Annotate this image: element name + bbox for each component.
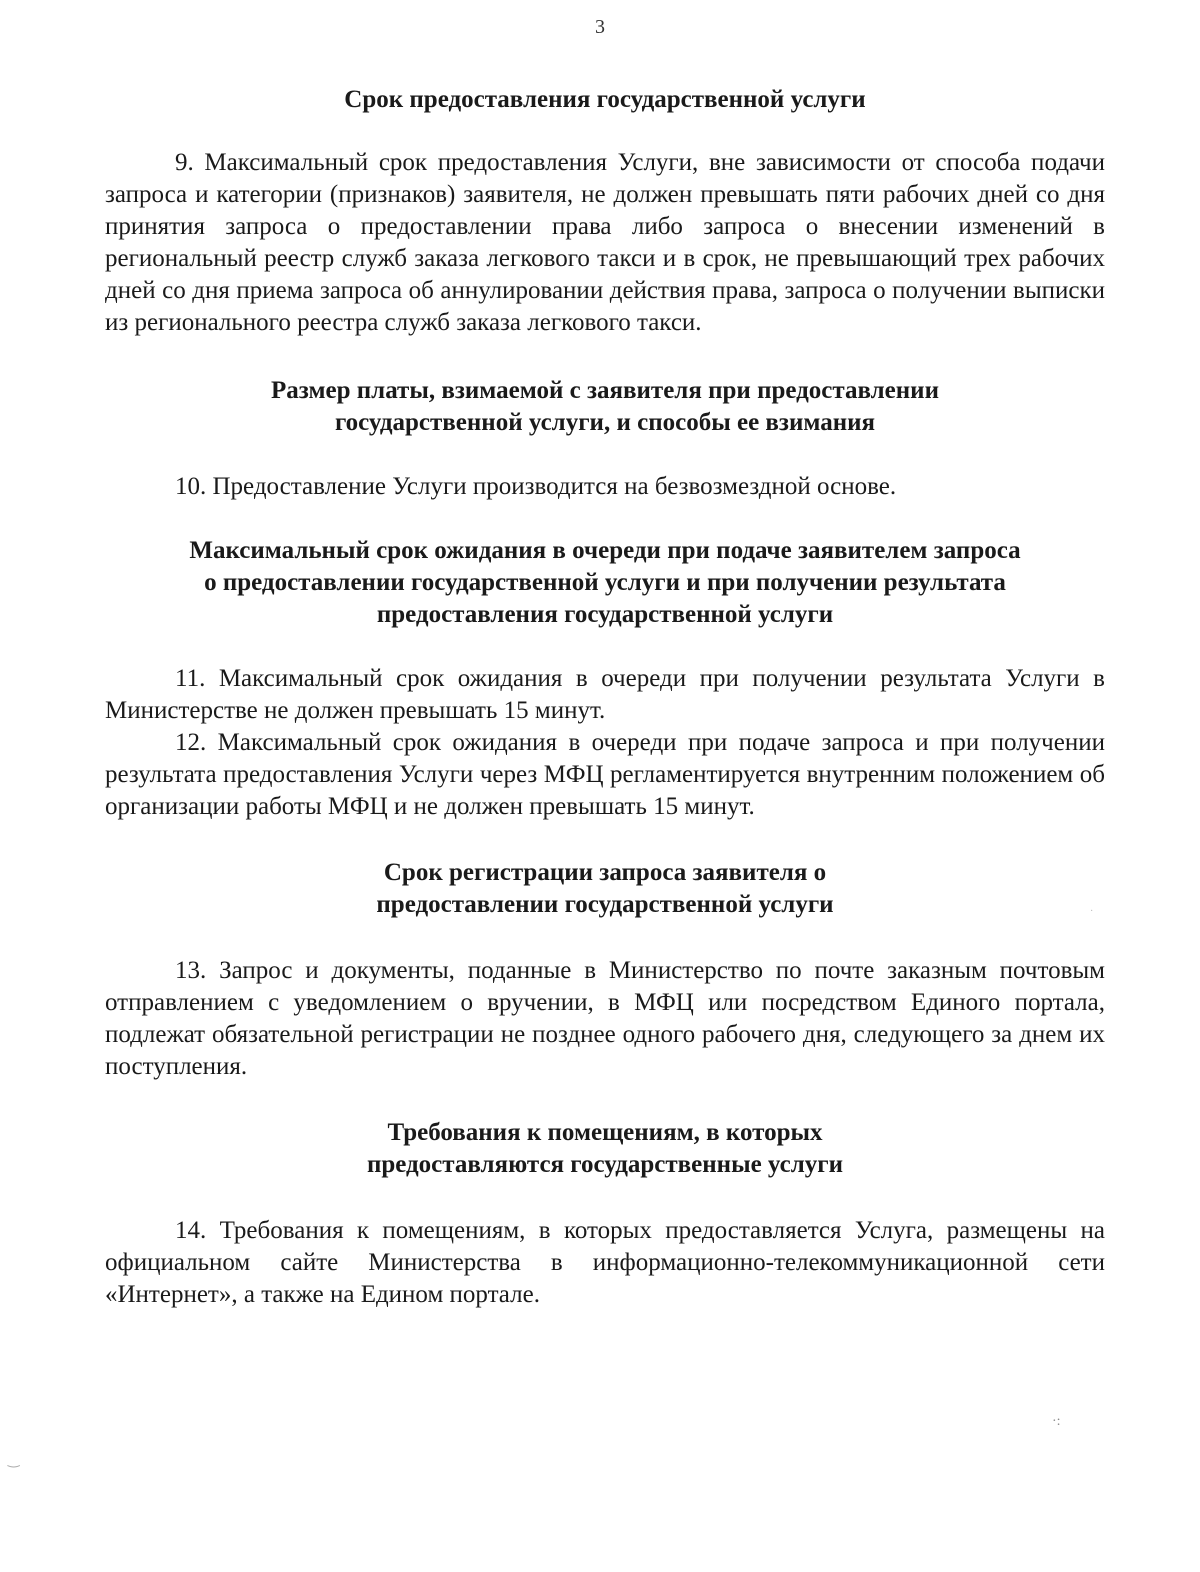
heading-line: Размер платы, взимаемой с заявителя при предоставлении xyxy=(271,377,939,404)
heading-line: предоставления государственной услуги xyxy=(376,601,834,628)
paragraph-13: 13. Запрос и документы, поданные в Министерство по почте заказным почтовым отправлением с уведомлением о вручении, в МФЦ или посредством Единого портала, подлежат обязательной регистрации не позднее одного рабочего дня, следующего за днем их поступления. xyxy=(105,957,1105,1080)
document-body xyxy=(105,84,1105,1311)
page-number: 3 xyxy=(595,16,605,38)
heading-line: Требования к помещениям, в которых xyxy=(387,1119,823,1146)
heading-line: Максимальный срок ожидания в очереди при подаче заявителем запроса xyxy=(189,537,1021,564)
section-heading: Срок предоставления государственной услуги xyxy=(344,86,866,113)
scan-speck: ·: xyxy=(1052,1414,1061,1429)
heading-line: государственной услуги, и способы ее взимания xyxy=(334,409,876,436)
section-heading xyxy=(105,1117,1105,1181)
heading-line: предоставлении государственной услуги xyxy=(376,891,834,918)
heading-line: о предоставлении государственной услуги и при получении результата xyxy=(204,569,1006,596)
scan-speck: · xyxy=(1090,906,1094,917)
heading-line: Срок регистрации запроса заявителя о xyxy=(383,859,827,886)
paragraph-11: 11. Максимальный срок ожидания в очереди при получении результата Услуги в Министерстве не должен превышать 15 минут. xyxy=(105,665,1105,724)
paragraph-12: 12. Максимальный срок ожидания в очереди при подаче запроса и при получении результата предоставления Услуги через МФЦ регламентируется внутренним положением об организации работы МФЦ и не должен превышать 15 минут. xyxy=(105,729,1105,820)
heading-line: предоставляются государственные услуги xyxy=(366,1151,844,1178)
section-heading xyxy=(105,535,1105,631)
section-heading xyxy=(105,375,1105,439)
scan-speck: ‿ xyxy=(8,1453,20,1468)
section-heading xyxy=(105,857,1105,921)
paragraph-10: 10. Предоставление Услуги производится на безвозмездной основе. xyxy=(175,473,897,500)
paragraph-9: 9. Максимальный срок предоставления Услуги, вне зависимости от способа подачи запроса и категории (признаков) заявителя, не должен превышать пяти рабочих дней со дня принятия запроса о предоставлении права либо запроса о внесении изменений в региональный реестр служб заказа легкового такси и в срок, не превышающий трех рабочих дней со дня приема запроса об аннулировании действия права, запроса о получении выписки из регионального реестра служб заказа легкового такси. xyxy=(105,149,1105,336)
paragraph-14: 14. Требования к помещениям, в которых предоставляется Услуга, размещены на официальном сайте Министерства в информационно-телекоммуникационной сети «Интернет», а также на Едином портале. xyxy=(105,1217,1105,1308)
